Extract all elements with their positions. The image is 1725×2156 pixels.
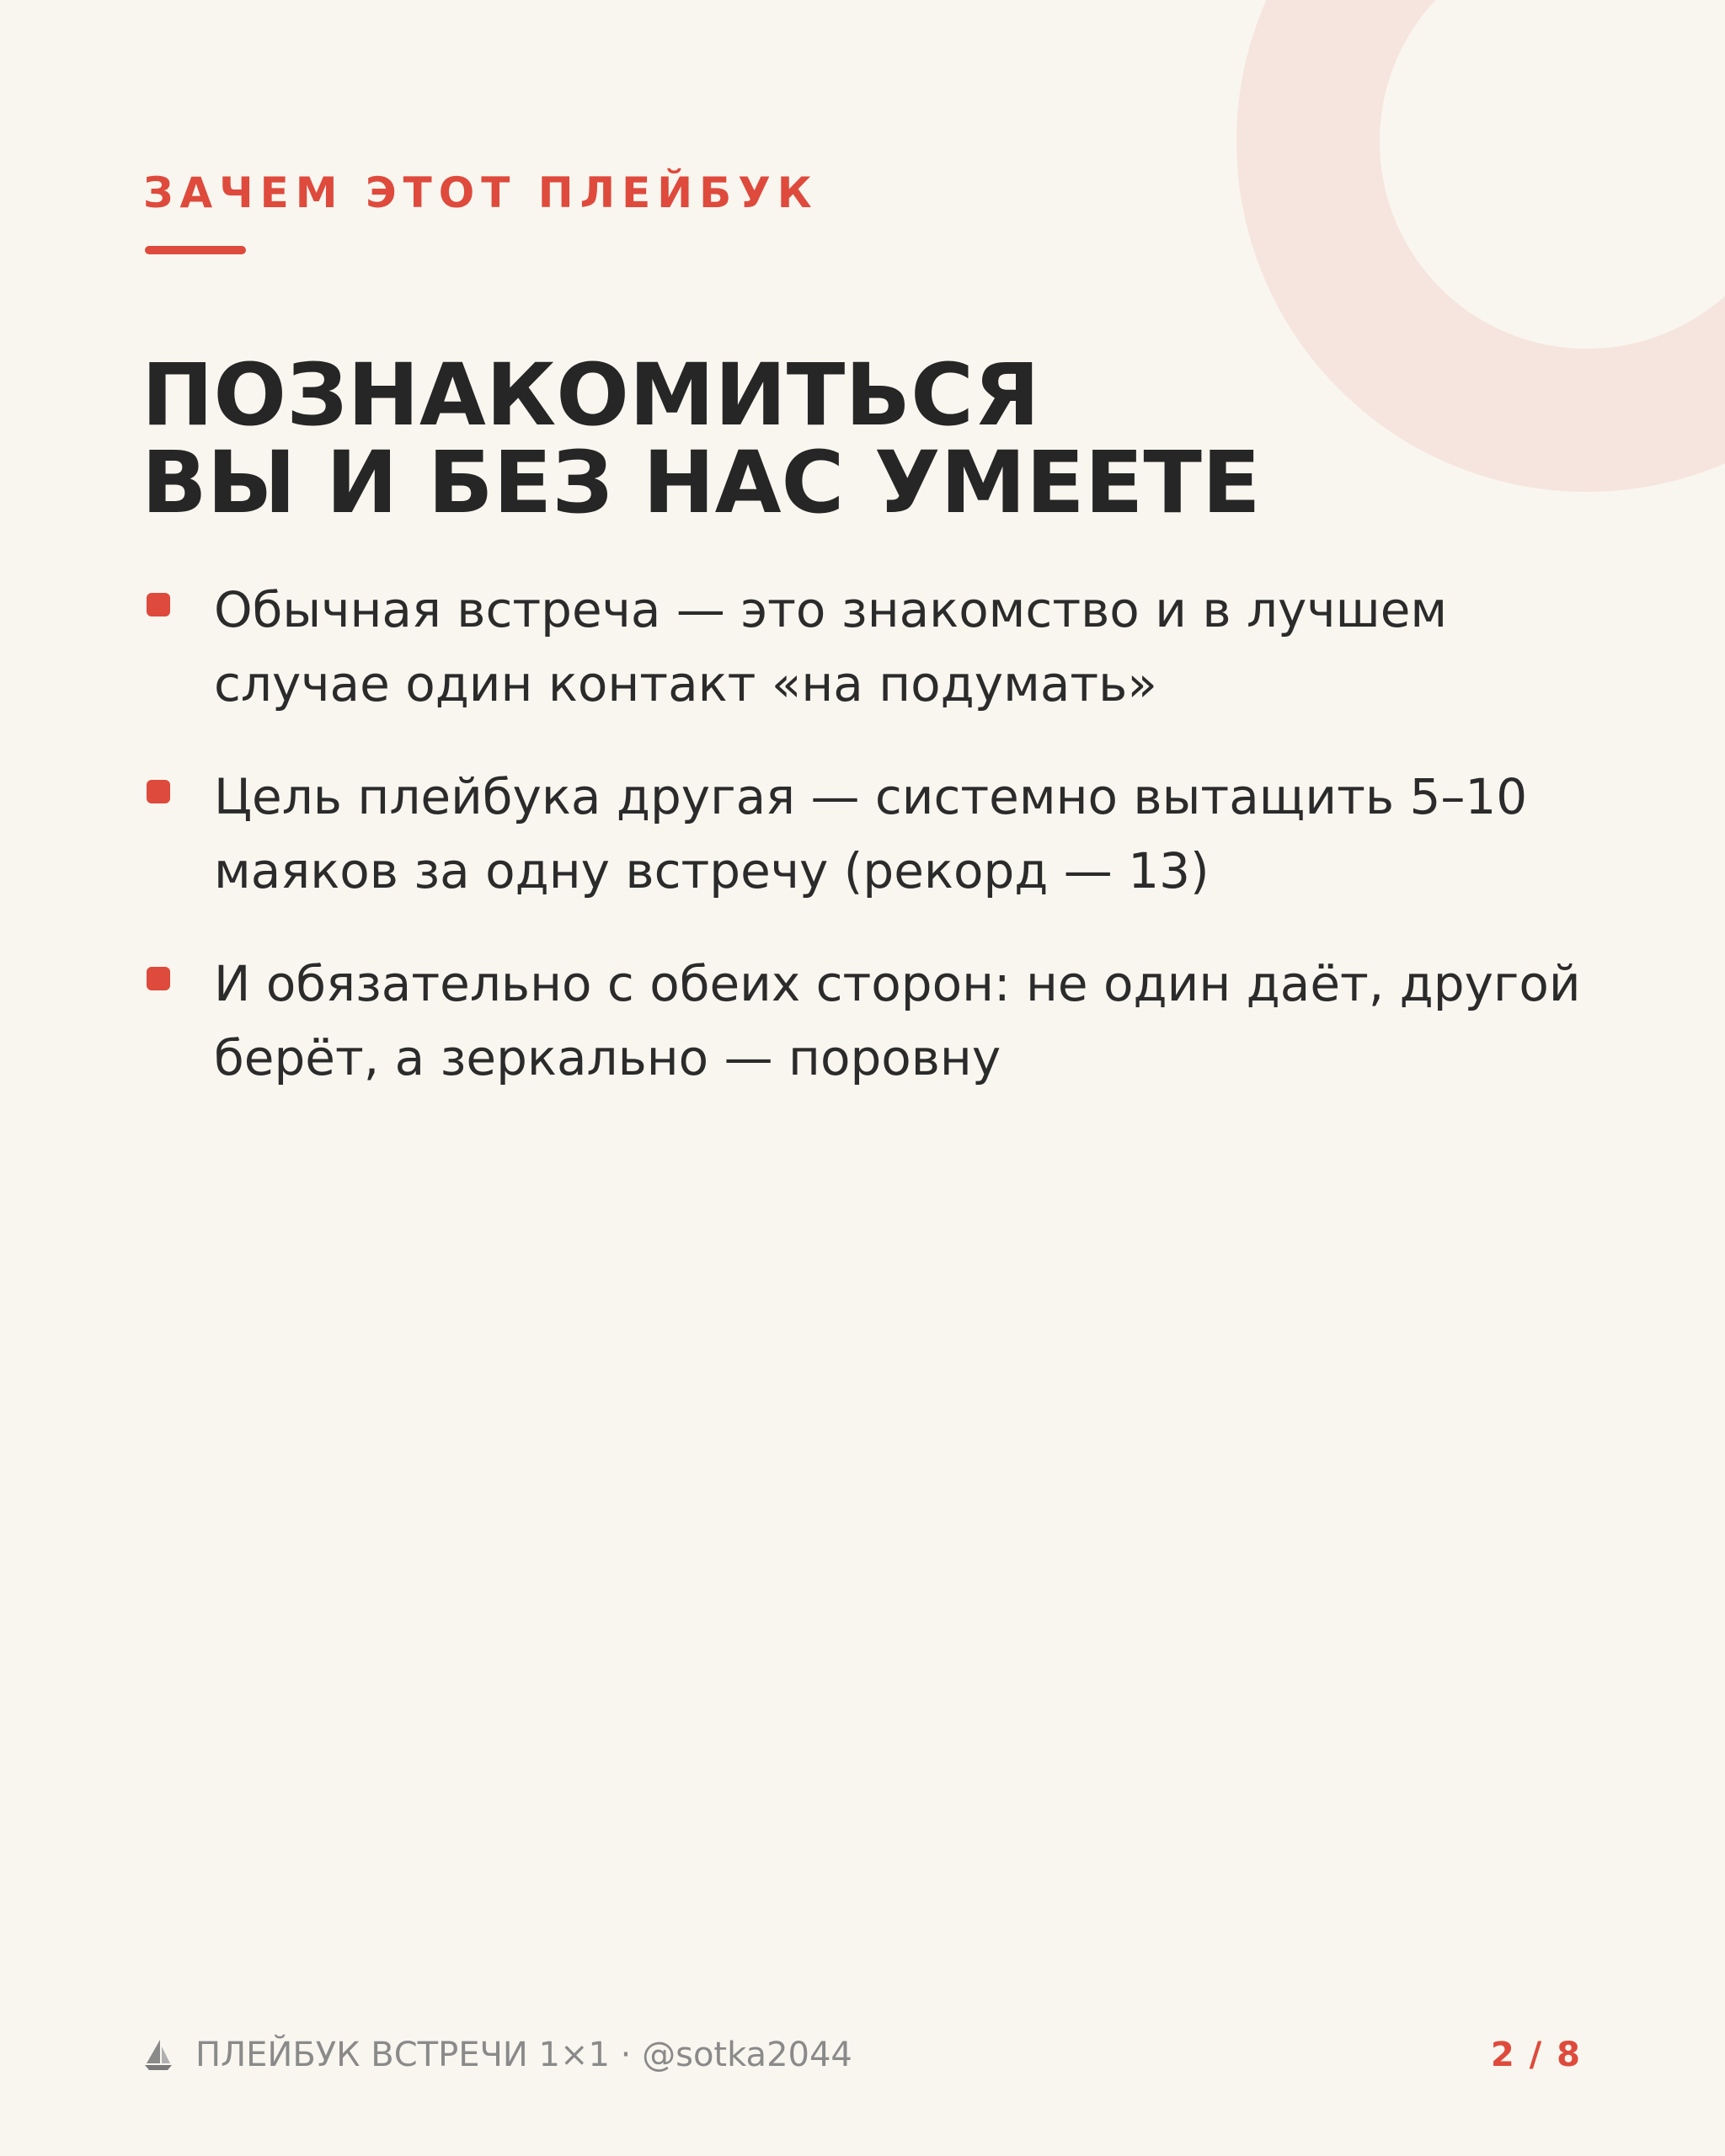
bullet-square-icon bbox=[147, 967, 170, 990]
list-item bbox=[143, 573, 1592, 721]
page-title-line-2: ВЫ И БЕЗ НАС УМЕЕТЕ bbox=[142, 433, 1261, 534]
page-title bbox=[142, 345, 1405, 534]
accent-divider bbox=[145, 246, 246, 254]
list-item-text: Обычная встреча — это знакомство и в лучшем случае один контакт «на подумать» bbox=[214, 581, 1448, 712]
section-eyebrow: ЗАЧЕМ ЭТОТ ПЛЕЙБУК bbox=[143, 168, 819, 217]
list-item bbox=[143, 760, 1592, 908]
list-item bbox=[143, 947, 1592, 1095]
list-item-text: Цель плейбука другая — системно вытащить 5–10 маяков за одну встречу (рекорд — 13) bbox=[214, 768, 1528, 899]
bullet-square-icon bbox=[147, 593, 170, 616]
page-title-line-1: ПОЗНАКОМИТЬСЯ bbox=[142, 345, 1040, 446]
list-item-text: И обязательно с обеих сторон: не один даёт, другой берёт, а зеркально — поровну bbox=[214, 955, 1581, 1086]
bullet-list bbox=[143, 573, 1592, 1134]
footer bbox=[143, 2031, 852, 2079]
page-indicator: 2 / 8 bbox=[1490, 2036, 1582, 2074]
bullet-square-icon bbox=[147, 780, 170, 803]
footer-label: ПЛЕЙБУК ВСТРЕЧИ 1×1 · @sotka2044 bbox=[195, 2036, 852, 2074]
sailboat-icon bbox=[143, 2038, 174, 2072]
